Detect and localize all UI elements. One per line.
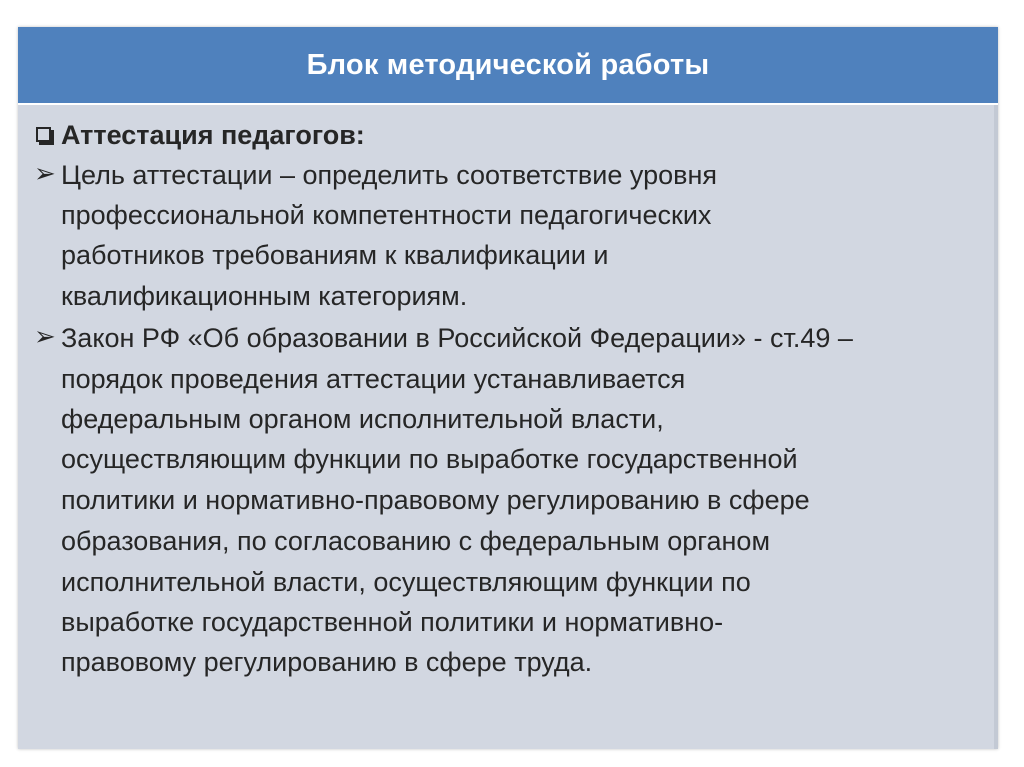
bullet2-line: выработке государственной политики и нормативно- — [61, 607, 724, 637]
bullet1-line: работников требованиям к квалификации и — [61, 240, 609, 270]
bullet2-line: правовому регулированию в сфере труда. — [61, 647, 593, 677]
square-checkbox-bullet-icon — [36, 127, 51, 142]
section-heading: Аттестация педагогов: — [61, 120, 365, 150]
slide-body — [18, 105, 998, 749]
bullet2-line: порядок проведения аттестации устанавливается — [61, 364, 686, 394]
bullet2-line: федеральным органом исполнительной власти, — [61, 404, 664, 434]
bullet1-line: профессиональной компетентности педагогических — [61, 200, 712, 230]
slide-header — [18, 27, 998, 105]
bullet2-line: политики и нормативно-правовому регулированию в сфере — [61, 485, 810, 515]
arrow-bullet-icon: ➢ — [34, 159, 56, 189]
bullet2-line: исполнительной власти, осуществляющим функции по — [61, 567, 751, 597]
bullet2-line: осуществляющим функции по выработке государственной — [61, 444, 798, 474]
bullet2-line: Закон РФ «Об образовании в Российской Федерации» - ст.49 – — [61, 323, 853, 353]
bullet1-line: Цель аттестации – определить соответствие уровня — [61, 160, 717, 190]
arrow-bullet-icon: ➢ — [34, 322, 56, 352]
slide-title: Блок методической работы — [306, 48, 710, 81]
bullet2-line: образования, по согласованию с федеральным органом — [61, 526, 771, 556]
bullet1-line: квалификационным категориям. — [61, 281, 468, 311]
